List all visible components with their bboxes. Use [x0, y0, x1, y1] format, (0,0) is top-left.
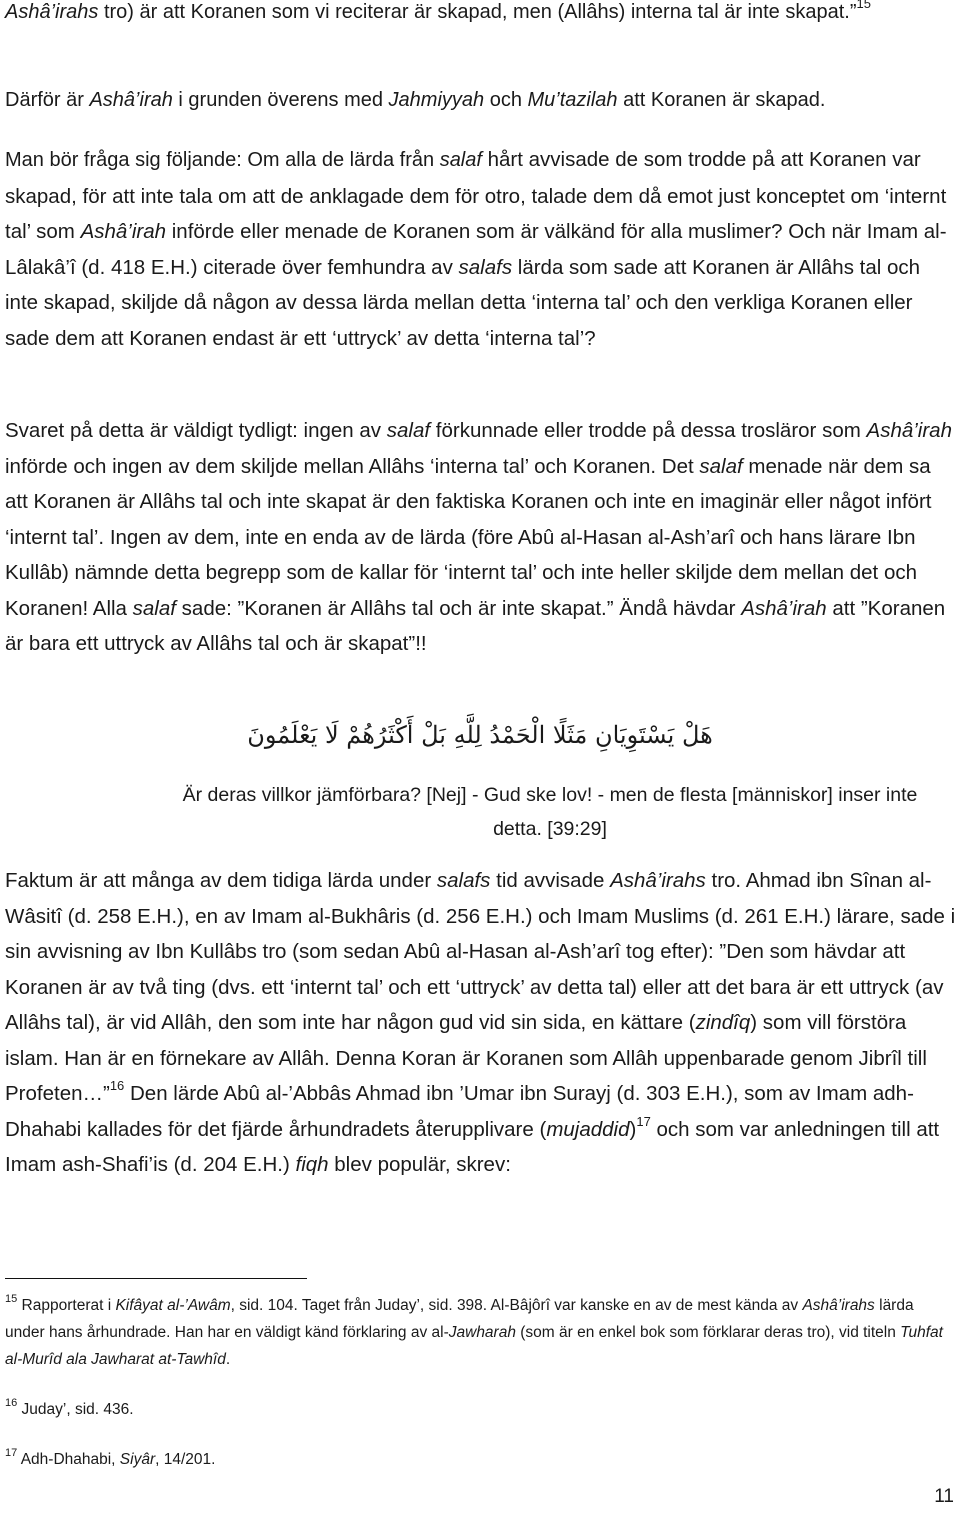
paragraph-answer: Svaret på detta är väldigt tydligt: ingen av salaf förkunnade eller trodde på dessa trosläror som Ashâ’irah införde och ingen av dem skiljde mellan Allâhs ‘interna tal’ och Koranen. Det salaf menade när dem sa att Koranen är Allâhs tal och inte skapat är den faktiska Koranen och inte en imaginär eller något infört ‘internt tal’. Ingen av dem, inte en enda av de lärda (före Abû al-Hasan al-Ash’arî och hans lärare Ibn Kullâb) nämnde detta begrepp som de kallar för ‘internt tal’ och inte heller skiljde dem mellan det och Koranen! Alla salaf sade: ”Koranen är Allâhs tal och är inte skapat.” Ändå hävdar Ashâ’irah att ”Koranen är bara ett uttryck av Allâhs tal och är skapat”!! — [5, 419, 952, 655]
summary-line: Därför är Ashâ’irah i grunden överens med Jahmiyyah och Mu’tazilah att Koranen är skapad. — [5, 89, 826, 111]
footnote-15: $^{15}$ Rapporterat i Kifâyat al-’Awâm, sid. 104. Taget från Juday’, sid. 398. Al-Bâjôrî var kanske en av de mest kända av Ashâ’irahs lärda under hans århundrade. Han har en väldigt känd förklaring av al-Jawharah (som är en enkel bok som förklarar deras tro), vid titeln Tuhfat al-Murîd ala Jawharat at-Tawhîd. — [5, 1292, 943, 1368]
paragraph-question: Man bör fråga sig följande: Om alla de lärda från salaf hårt avvisade de som trodde på att Koranen var skapad, för att inte tala om att de anklagade dem för otro, talade dem då emot just konceptet om ‘internt tal’ som Ashâ’irah införde eller menade de Koranen som är välkänd för alla muslimer? Och när Imam al-Lâlakâ’î (d. 418 E.H.) citerade över femhundra av salafs lärda som sade att Koranen är Allâhs tal och inte skapad, skiljde då någon av dessa lärda mellan detta ‘interna tal’ och den verkliga Koranen eller sade dem att Koranen endast är ett ‘uttryck’ av detta ‘interna tal’? — [5, 148, 947, 350]
continuation-paragraph: Ashâ’irahs tro) är att Koranen som vi reciterar är skapad, men (Allâhs) interna tal är inte skapat.”$^{15}$ — [5, 0, 957, 31]
footnote-ref-17[interactable]: 17 — [636, 1113, 651, 1129]
verse-translation — [140, 778, 960, 846]
footnote-number: 17 — [5, 1446, 18, 1459]
paragraph-historical: Faktum är att många av dem tidiga lärda under salafs tid avvisade Ashâ’irahs tro. Ahmad ibn Sînan al-Wâsitî (d. 258 E.H.), en av Imam al-Bukhâris (d. 256 E.H.) och Imam Muslims (d. 261 E.H.) lärare, sade i sin avvisning av Ibn Kullâbs tro (som sedan Abû al-Hasan al-Ash’arî tog efter): ”Den som hävdar att Koranen är av två ting (dvs. ett ‘internt tal’ och ett ‘uttryck’ av detta tal) eller att det bara är ett uttryck (av Allâhs tal), är vid Allâh, den som inte har någon gud vid sin sida, en kättare (zindîq) som vill förstöra islam. Han är en förnekare av Allâh. Denna Koran är Koranen som Allâh uppenbarade genom Jibrîl till Profeten…”$^{16}$ Den lärde Abû al-’Abbâs Ahmad ibn ’Umar ibn Surayj (d. 303 E.H.), som av Imam adh-Dhahabi kallades för det fjärde århundradets återupplivare (mujaddid)$^{17}$ och som var anledningen till att Imam ash-Shafi’is (d. 204 E.H.) fiqh blev populär, skrev: — [5, 869, 956, 1176]
page-number: 11 — [934, 1486, 954, 1507]
footnote-ref-16[interactable]: 16 — [109, 1078, 125, 1094]
footnote-16: $^{16}$ Juday’, sid. 436. — [5, 1396, 134, 1418]
verse-translation-line1: Är deras villkor jämförbara? [Nej] - Gud ske lov! - men de flesta [människor] inser inte — [182, 784, 918, 806]
verse-translation-line2: detta. [39:29] — [493, 818, 607, 840]
footnote-number: 15 — [5, 1292, 18, 1305]
footnote-17: $^{17}$ Adh-Dhahabi, Siyâr, 14/201. — [5, 1446, 216, 1468]
footnote-ref-15[interactable]: 15 — [856, 0, 871, 12]
footnote-separator — [5, 1278, 307, 1279]
arabic-verse: هَلْ يَسْتَوِيَانِ مَثَلًا الْحَمْدُ لِلَّهِ بَلْ أَكْثَرُهُمْ لَا يَعْلَمُونَ — [247, 721, 713, 749]
footnote-number: 16 — [5, 1396, 18, 1409]
